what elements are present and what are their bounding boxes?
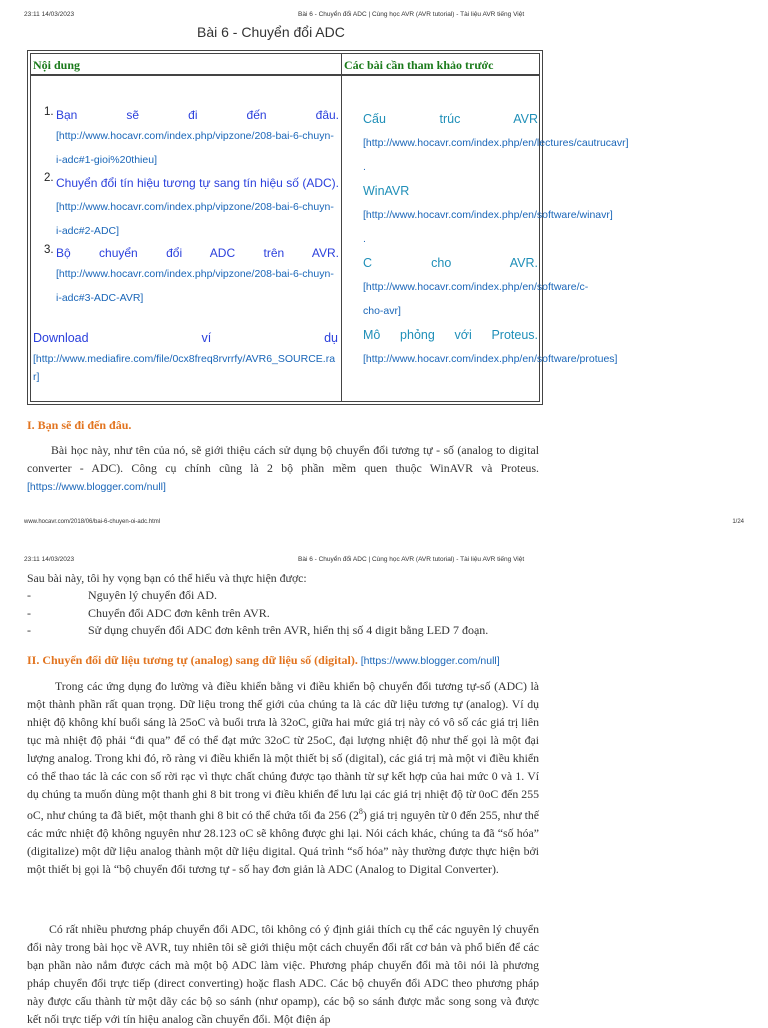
toc-item	[31, 244, 339, 310]
print-page-title: Bài 6 - Chuyển đổi ADC | Cùng học AVR (AVR tutorial) - Tài liệu AVR tiếng Việt	[298, 11, 525, 18]
section2-para2: Có rất nhiều phương pháp chuyển đổi ADC, tôi không có ý định giải thích cụ thể các nguyên lý chuyển đổi này trong bài học về AVR, tuy nhiên tôi sẽ giới thiệu một cách chuyển đổi rất cơ bản và phổ biến để các bạn phần nào nắm được cách mà một bộ ADC làm việc. Phương pháp chuyển đổi mà tôi nói là phương pháp chuyển đổi trực tiếp (direct converting) hoặc flash ADC. Các bộ chuyển đổi ADC theo phương pháp này được cấu thành từ một dãy các bộ so sánh (như opamp), các bộ so sánh được mắc song song và được kết nối trực tiếp với tín hiệu analog cần chuyển đổi. Một điện áp	[27, 922, 539, 1026]
goal-text: Nguyên lý chuyển đổi AD.	[88, 588, 217, 602]
print-footer-url: www.hocavr.com/2018/06/bai-6-chuyen-oi-adc.html	[24, 519, 161, 525]
toc-item	[31, 172, 339, 243]
toc-item-url[interactable]: [http://www.hocavr.com/index.php/vipzone/208-bai-6-chuyn-i-adc#2-ADC]	[56, 201, 334, 237]
section1-intro-text: Bài học này, như tên của nó, sẽ giới thiệu cách sử dụng bộ chuyển đổi tương tự - số (analog to digital converter - ADC). Công cụ chính cũng là 2 bộ phần mềm quen thuộc WinAVR và Proteus.	[27, 443, 539, 475]
goal-item	[27, 587, 488, 605]
goal-item	[27, 622, 488, 640]
download-url[interactable]: [http://www.mediafire.com/file/0cx8freq8rvrrfy/AVR6_SOURCE.rar]	[33, 353, 336, 383]
toc-list	[31, 106, 339, 310]
toc-col1-header: Nội dung	[33, 58, 81, 72]
para1-text-a: Trong các ứng dụng đo lường và điều khiển bằng vi điều khiển bộ chuyển đổi tương tự-số (ADC) là một thành phần rất quan trọng. Dữ liệu trong thế giới của chúng ta là các dữ liệu tương tự (analog). Ví dụ nhiệt độ không khí buổi sáng là 25oC và buổi trưa là 32oC, giữa hai mức giá trị này có vô số các giá trị liên tục mà nhiệt độ phải “đi qua” để có thể đạt mức 32oC từ 25oC, đại lượng nhiệt độ như thế gọi là một đại lượng analog. Trong khi đó, rõ ràng vi điều khiển là một thiết bị số (digital), các giá trị mà một vi điều khiển có thể thao tác là các con số rời rạc vì thực chất chúng được tạo thành từ sự kết hợp của hai mức 0 và 1. Ví dụ chúng ta muốn dùng một thanh ghi 8 bit trong vi điều khiển để lưu lại các giá trị nhiệt độ từ 0oC đến 255 oC, như chúng ta đã biết, một thanh ghi 8 bit có thể chứa tối đa 256 (2	[27, 679, 539, 822]
print-page-title: Bài 6 - Chuyển đổi ADC | Cùng học AVR (AVR tutorial) - Tài liệu AVR tiếng Việt	[298, 556, 525, 563]
bullet-dash: -	[27, 605, 31, 620]
para1-text-b: ) giá trị nguyên từ 0 đến 255, như thế các mức nhiệt độ không nguyên như 28.123 oC sẽ không được ghi lại. Nói cách khác, chúng ta đã “số hóa” (digitalize) một dữ liệu analog thành một dữ liệu digital. Quá trình “số hóa” này thường được thực hiện bởi một thiết bị gọi là “bộ chuyển đổi tương tự - số hay đơn giản là ADC (Analog to Digital Converter).	[27, 807, 539, 876]
section1-heading: I. Bạn sẽ đi đến đâu.	[27, 418, 132, 432]
ref-link[interactable]: WinAVR	[363, 184, 410, 198]
toc-item-url[interactable]: [http://www.hocavr.com/index.php/vipzone/208-bai-6-chuyn-i-adc#3-ADC-AVR]	[56, 268, 334, 304]
section2-heading: II. Chuyển đổi dữ liệu tương tự (analog) sang dữ liệu số (digital).	[27, 653, 358, 667]
bullet-dash: -	[27, 588, 31, 602]
toc-col2-header: Các bài cần tham khảo trước	[344, 58, 494, 72]
toc-item-number: 3.	[44, 244, 54, 256]
ref-item	[363, 323, 618, 371]
ref-item	[363, 251, 589, 323]
goal-text: Sử dụng chuyển đổi ADC đơn kênh trên AVR, hiển thị số 4 digit bằng LED 7 đoạn.	[88, 623, 489, 637]
ref-item	[363, 107, 629, 179]
print-header	[0, 11, 768, 23]
section2-heading-row	[27, 651, 547, 669]
print-footer-page: 1/24	[732, 519, 744, 525]
toc-item-link[interactable]: Bạn sẽ đi đến đâu.	[56, 108, 339, 122]
ref-link[interactable]: Cấu trúc AVR	[363, 112, 538, 126]
blogger-link[interactable]: [https://www.blogger.com/null]	[27, 481, 166, 493]
toc-download	[33, 326, 338, 386]
toc-item-label[interactable]: Chuyển đổi tín hiệu tương tự sang tín hiệu số (ADC).	[56, 176, 339, 190]
toc-item-url[interactable]: [http://www.hocavr.com/index.php/vipzone/208-bai-6-chuyn-i-adc#1-gioi%20thieu]	[56, 130, 334, 166]
section1-intro	[27, 441, 539, 496]
toc-header-cell-content	[30, 53, 342, 75]
print-timestamp: 23:11 14/03/2023	[24, 11, 75, 18]
ref-url[interactable]: [http://www.hocavr.com/index.php/en/software/c-cho-avr]	[363, 281, 589, 317]
goal-item	[27, 605, 488, 623]
toc-refs-cell	[341, 75, 629, 402]
toc-item-link[interactable]	[56, 172, 339, 243]
ref-item	[363, 179, 613, 251]
ref-url[interactable]: [http://www.hocavr.com/index.php/en/lectures/cautrucavr] .	[363, 137, 629, 173]
download-link[interactable]: Download ví dụ	[33, 331, 338, 345]
section2-para1	[27, 677, 539, 878]
goals-list	[27, 587, 488, 640]
ref-link[interactable]: Mô phỏng với Proteus.	[363, 328, 538, 342]
page2-lead: Sau bài này, tôi hy vọng bạn có thể hiểu và thực hiện được:	[27, 571, 307, 585]
para1-superscript: 8	[358, 807, 363, 816]
bullet-dash: -	[27, 623, 31, 637]
print-header-page2	[0, 556, 768, 568]
article-title: Bài 6 - Chuyển đổi ADC	[197, 24, 345, 40]
toc-header-cell-refs	[341, 53, 540, 75]
goal-text: Chuyển đổi ADC đơn kênh trên AVR.	[88, 605, 270, 620]
toc-item-link[interactable]: Bộ chuyển đổi ADC trên AVR.	[56, 246, 339, 260]
toc-item-number: 2.	[44, 172, 54, 184]
toc-content-cell	[30, 75, 342, 402]
print-timestamp: 23:11 14/03/2023	[24, 556, 75, 563]
toc-table	[27, 50, 629, 405]
ref-link[interactable]: C cho AVR.	[363, 256, 538, 270]
ref-list	[363, 107, 629, 371]
ref-url[interactable]: [http://www.hocavr.com/index.php/en/software/winavr] .	[363, 209, 613, 245]
blogger-link[interactable]: [https://www.blogger.com/null]	[357, 655, 500, 667]
ref-url[interactable]: [http://www.hocavr.com/index.php/en/software/protues]	[363, 353, 618, 365]
toc-item	[31, 106, 339, 172]
toc-item-number: 1.	[44, 106, 54, 118]
